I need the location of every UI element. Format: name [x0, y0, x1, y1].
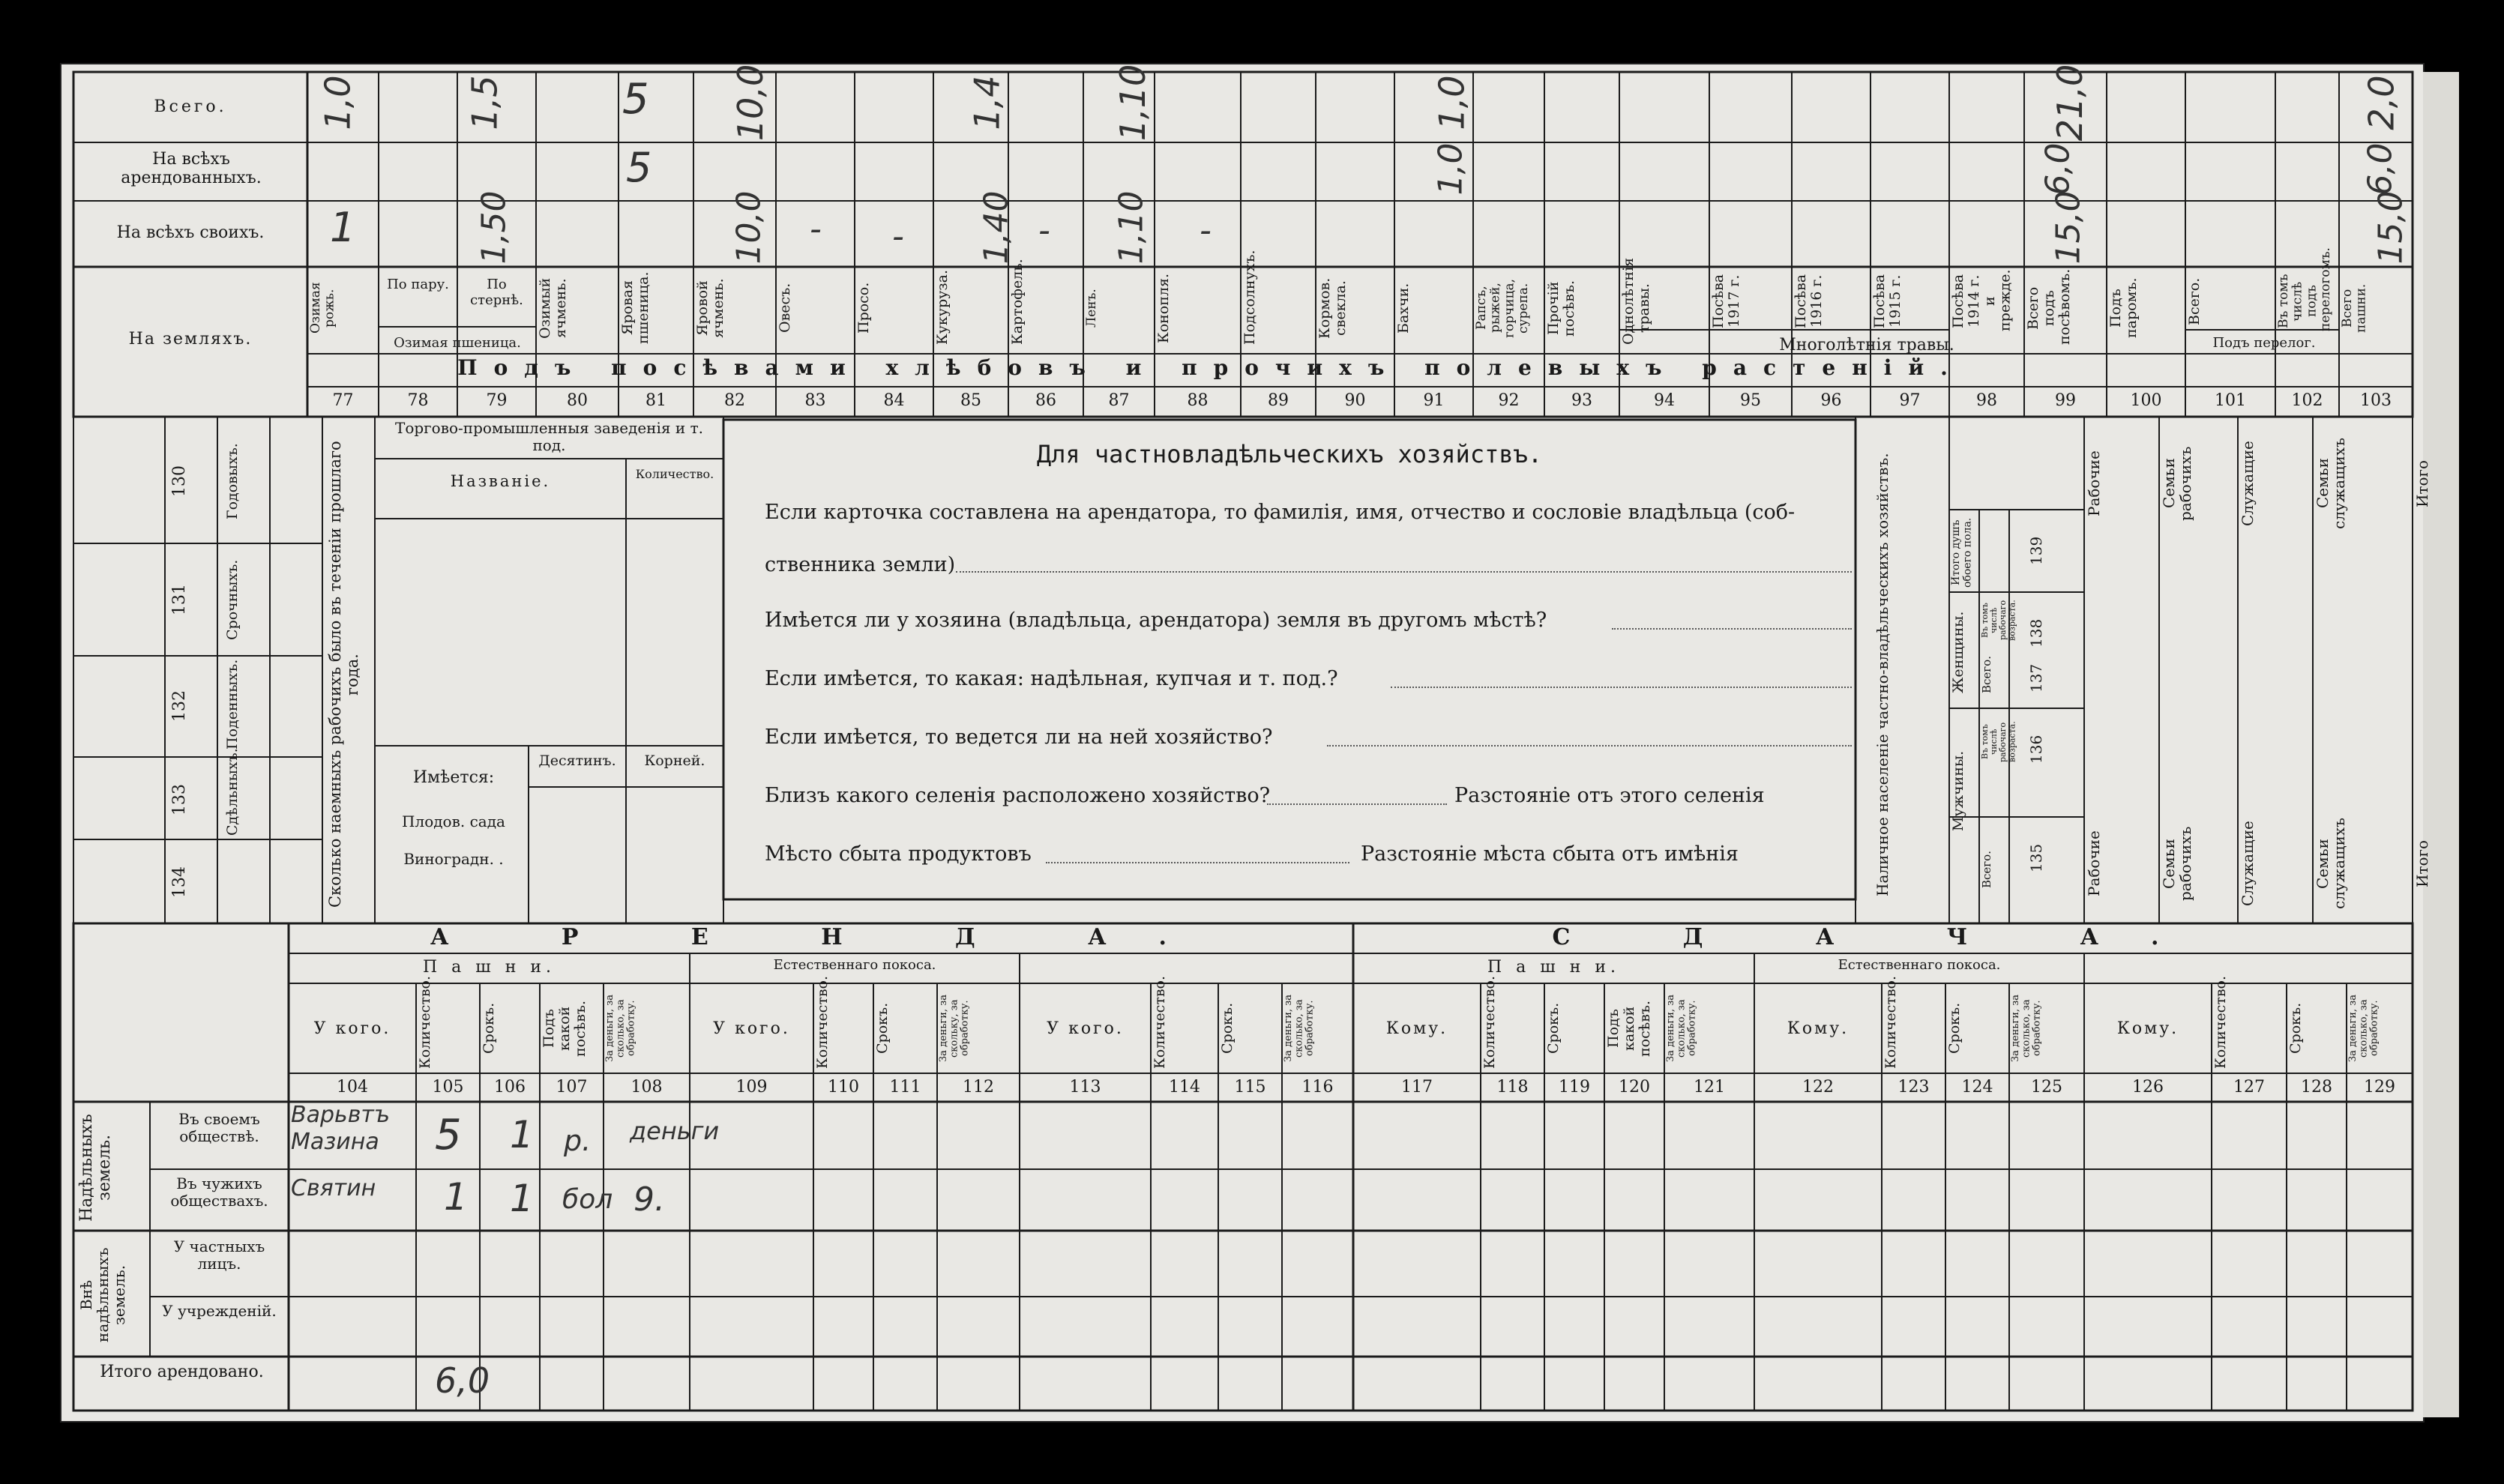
bottom-col-label-128: Срокъ. — [2287, 1002, 2304, 1055]
top-col-label-96: Посѣва 1916 г. — [1793, 274, 1825, 329]
top-col-label-101: Всего. — [2186, 277, 2203, 325]
bottom-col-label-110: Количество. — [814, 975, 831, 1069]
bottom-col-label-119: Срокъ. — [1545, 1002, 1562, 1055]
top-col-label-85: Кукуруза. — [934, 269, 951, 345]
row-label-itogo: Итого арендовано. — [100, 1363, 264, 1381]
bottom-col-number-127: 127 — [2233, 1078, 2265, 1097]
private-farms-title: Для частновладѣльческихъ хозяйствъ. — [1036, 440, 1543, 468]
men-label: Мужчины. — [1950, 750, 1966, 831]
men-worker-age: Въ томъ числѣ рабочаго возраста. — [1980, 721, 2017, 763]
top-col-number-83: 83 — [804, 391, 826, 410]
top-col-number-97: 97 — [1899, 391, 1921, 410]
top-col-number-89: 89 — [1268, 391, 1289, 410]
top-col-number-84: 84 — [883, 391, 905, 410]
hw-pay-1: деньги — [630, 1117, 720, 1145]
hw-crop-2: бол — [562, 1184, 613, 1215]
top-col-number-82: 82 — [724, 391, 745, 410]
bottom-col-number-106: 106 — [494, 1078, 526, 1097]
hw-own-79: 1,50 — [475, 190, 514, 265]
top-col-number-90: 90 — [1344, 391, 1366, 410]
pop-col-number-135: 135 — [2027, 843, 2045, 873]
group-label-grass: Многолѣтнія травы. — [1779, 336, 1954, 355]
private-q-owner: Если карточка составлена на арендатора, то фамилія, имя, отчество и сословіе владѣльца (соб- — [765, 501, 1796, 524]
top-col-number-79: 79 — [486, 391, 508, 410]
bottom-col-number-125: 125 — [2031, 1078, 2062, 1097]
hw-own-83: - — [810, 210, 822, 248]
garden-label: Плодов. сада — [402, 812, 505, 830]
private-answer-line-3 — [1391, 687, 1852, 688]
bottom-col-label-117: Кому. — [1385, 1019, 1448, 1038]
bottom-col-number-129: 129 — [2364, 1078, 2395, 1097]
group-label-fallow: Подъ перелог. — [2212, 335, 2316, 351]
bottom-col-number-105: 105 — [432, 1078, 464, 1097]
private-q-market-distance: Разстояніе мѣста сбыта отъ имѣнія — [1361, 842, 1739, 866]
bottom-col-number-120: 120 — [1619, 1078, 1650, 1097]
imeetsya-label: Имѣется: — [412, 768, 495, 787]
hw-total-85: 1,4 — [966, 75, 1008, 130]
hw-total-rented: 6,0 — [435, 1360, 490, 1401]
col-label-godovyh: Годовыхъ. — [224, 443, 241, 520]
top-col-number-100: 100 — [2130, 391, 2162, 410]
bottom-col-label-123: Количество. — [1882, 975, 1899, 1069]
hw-total-77: 1,0 — [317, 75, 358, 130]
group-label-wheat: Озимая пшеница. — [394, 335, 521, 351]
right-col-top-1: Семьи рабочихъ — [2160, 446, 2194, 521]
bottom-col-label-115: Срокъ. — [1219, 1002, 1236, 1055]
private-q-farming: Если имѣется, то ведется ли на ней хозяйство? — [765, 726, 1273, 749]
hired-col-number-133: 133 — [170, 784, 189, 816]
top-col-label-81: Яровая пшеница. — [619, 271, 651, 345]
hw-own-84: - — [892, 217, 904, 256]
hw-own-99: 15,0 — [2049, 190, 2088, 265]
top-col-label-97: Посѣва 1915 г. — [1871, 274, 1903, 329]
bottom-col-label-126: Кому. — [2116, 1019, 2179, 1038]
top-col-label-78: По пару. — [387, 277, 449, 292]
private-answer-line-1 — [956, 571, 1852, 573]
top-col-label-98: Посѣва 1914 г. и прежде. — [1950, 269, 2014, 331]
private-q-village: Близъ какого селенія расположено хозяйство? — [765, 784, 1271, 807]
hw-pay-2: 9. — [633, 1180, 665, 1219]
hw-term-1: 1 — [510, 1113, 534, 1156]
hired-col-number-132: 132 — [170, 690, 189, 723]
top-col-label-77: Озимая рожь. — [308, 282, 337, 334]
bottom-col-label-124: Срокъ. — [1946, 1002, 1963, 1055]
top-col-number-99: 99 — [2055, 391, 2076, 410]
top-col-number-94: 94 — [1654, 391, 1675, 410]
hw-total-91: 1,0 — [1431, 75, 1472, 130]
pop-col-number-137: 137 — [2027, 663, 2045, 693]
top-col-number-78: 78 — [407, 391, 429, 410]
private-answer-line-4 — [1327, 745, 1852, 746]
top-col-number-103: 103 — [2360, 391, 2392, 410]
bottom-col-number-118: 118 — [1496, 1078, 1529, 1097]
top-col-number-86: 86 — [1035, 391, 1056, 410]
desyatin-header: Десятинъ. — [538, 752, 616, 769]
top-col-number-81: 81 — [645, 391, 666, 410]
private-q-land-type: Если имѣется, то какая: надѣльная, купчая и т. под.? — [765, 667, 1338, 690]
hw-own-77: 1 — [330, 204, 356, 251]
bottom-col-number-104: 104 — [337, 1078, 368, 1097]
top-col-label-84: Просо. — [855, 282, 872, 334]
right-col-bottom-0: Рабочие — [2085, 830, 2103, 897]
hw-total-103: 2,0 — [2361, 75, 2402, 130]
bottom-col-number-123: 123 — [1897, 1078, 1930, 1097]
private-q-village-distance: Разстояніе отъ этого селенія — [1454, 784, 1765, 807]
pop-col-number-138: 138 — [2027, 618, 2045, 648]
bottom-col-label-109: У кого. — [713, 1019, 790, 1038]
bottom-col-label-105: Количество. — [417, 975, 433, 1069]
sdacha-pokos: Естественнаго покоса. — [1838, 957, 2001, 973]
hw-total-79: 1,5 — [464, 75, 505, 130]
trade-qty-header: Количество. — [635, 467, 714, 481]
bottom-col-number-110: 110 — [828, 1078, 859, 1097]
bottom-col-label-107: Подъ какой посѣвъ. — [541, 1000, 589, 1057]
top-col-label-86: Картофель. — [1009, 259, 1026, 345]
bottom-col-number-114: 114 — [1169, 1078, 1200, 1097]
hw-crop-1: р. — [564, 1124, 592, 1157]
hired-col-number-134: 134 — [170, 866, 189, 899]
hw-total-82: 10,0 — [730, 64, 771, 142]
row-label-uchr: У учрежденій. — [162, 1302, 277, 1320]
bottom-col-label-106: Срокъ. — [481, 1002, 497, 1055]
bottom-col-number-117: 117 — [1401, 1078, 1433, 1097]
bottom-col-label-125: За деньги, за сколько, за обработку. — [2010, 995, 2043, 1063]
top-col-label-93: Прочій посѣвъ. — [1545, 280, 1577, 337]
bottom-col-label-121: За деньги, за сколько, за обработку. — [1665, 995, 1698, 1063]
bottom-col-number-113: 113 — [1069, 1078, 1101, 1097]
right-col-bottom-3: Семьи служащихъ — [2314, 818, 2348, 910]
top-col-label-91: Бахчи. — [1395, 283, 1412, 334]
right-col-bottom-2: Служащие — [2239, 821, 2257, 907]
bottom-col-number-108: 108 — [630, 1078, 663, 1097]
private-q-other-land: Имѣется ли у хозяина (владѣльца, арендатора) земля въ другомъ мѣстѣ? — [765, 609, 1547, 632]
row-label-zemli: На земляхъ. — [128, 330, 253, 349]
bottom-col-number-124: 124 — [1961, 1078, 1993, 1097]
private-q-owner-cont: ственника земли) — [765, 553, 956, 576]
nadel-group-label: Надѣльныхъ земель. — [77, 1114, 115, 1222]
top-col-number-88: 88 — [1187, 391, 1209, 410]
sdacha-title: С Д А Ч А. — [1552, 924, 2212, 950]
row-label-svoem: Въ своемъ обществѣ. — [178, 1110, 260, 1145]
private-answer-line-6 — [1046, 862, 1349, 863]
top-col-number-98: 98 — [1976, 391, 1997, 410]
bottom-col-number-121: 121 — [1694, 1078, 1725, 1097]
private-answer-line-5 — [1267, 803, 1447, 805]
hired-col-number-130: 130 — [170, 465, 189, 498]
top-col-label-92: Рапсъ, рыжей, горчица, сурепа. — [1474, 278, 1532, 338]
hw-arend-99: 6,0 — [2038, 142, 2077, 196]
arenda-pashni: П а ш н и. — [422, 958, 556, 977]
right-col-top-0: Рабочие — [2085, 450, 2103, 516]
top-col-label-100: Подъ паромъ. — [2107, 277, 2140, 339]
trade-name-header: Названіе. — [450, 472, 551, 490]
top-col-label-94: Однолѣтнія травы. — [1620, 257, 1652, 345]
hw-own-85: 1,40 — [977, 190, 1016, 265]
arenda-pokos: Естественнаго покоса. — [773, 957, 936, 973]
row-label-chuzh: Въ чужихъ обществахъ. — [170, 1174, 268, 1210]
bottom-col-label-114: Количество. — [1152, 975, 1168, 1069]
row-label-vsego: Всего. — [154, 97, 227, 116]
col-label-sdelnyh: Сдѣльныхъ. — [224, 748, 241, 836]
top-col-label-79: По стернѣ. — [470, 277, 523, 308]
hw-qty-1: 5 — [435, 1111, 462, 1159]
hw-term-2: 1 — [510, 1177, 534, 1220]
row-label-chast: У частныхъ лицъ. — [173, 1237, 265, 1273]
right-col-bottom-4: Итого — [2413, 839, 2431, 888]
bottom-col-number-115: 115 — [1234, 1078, 1266, 1097]
top-col-label-88: Конопля. — [1155, 273, 1172, 343]
bottom-col-label-120: Подъ какой посѣвъ. — [1605, 1000, 1653, 1057]
women-label: Женщины. — [1950, 611, 1966, 693]
hired-col-number-131: 131 — [170, 584, 189, 615]
hw-own-88: - — [1200, 211, 1212, 250]
top-col-label-80: Озимый ячмень. — [537, 277, 569, 339]
bottom-col-number-112: 112 — [963, 1078, 994, 1097]
top-col-label-90: Кормов. свекла. — [1316, 277, 1349, 339]
private-q-market: Мѣсто сбыта продуктовъ — [765, 842, 1032, 866]
top-col-label-87: Ленъ. — [1084, 289, 1099, 328]
hw-own-82: 10,0 — [729, 190, 768, 265]
top-col-number-95: 95 — [1740, 391, 1761, 410]
hw-qty-2: 1 — [444, 1175, 468, 1219]
bottom-col-label-112: За деньги, за скольку, за обработку. — [938, 995, 971, 1063]
vineyard-label: Виноградн. . — [403, 850, 504, 868]
right-col-bottom-1: Семьи рабочихъ — [2160, 826, 2194, 902]
top-col-number-77: 77 — [332, 391, 354, 410]
top-col-label-99: Всего подъ посѣвомъ. — [2025, 268, 2073, 345]
top-col-label-89: Подсолнухъ. — [1242, 250, 1258, 345]
bottom-col-label-116: За деньги, за сколько, за обработку. — [1283, 995, 1316, 1063]
bottom-col-label-118: Количество. — [1481, 975, 1498, 1069]
row-label-svoih: На всѣхъ своихъ. — [116, 223, 265, 242]
pop-col-number-136: 136 — [2027, 735, 2045, 764]
men-vsego-label: Всего. — [1980, 851, 1993, 888]
col-label-podennyh: Поденныхъ. — [224, 659, 241, 749]
hw-renter-2: Святин — [291, 1175, 376, 1201]
bottom-col-number-109: 109 — [735, 1078, 768, 1097]
top-col-label-83: Овесъ. — [777, 283, 793, 334]
bottom-col-number-126: 126 — [2132, 1078, 2164, 1097]
pop-col-number-139: 139 — [2027, 536, 2045, 566]
korney-header: Корней. — [644, 752, 705, 769]
women-vsego-label: Всего. — [1980, 656, 1993, 693]
hw-total-87: 1,10 — [1113, 64, 1154, 142]
population-title: Наличное населеніе частно-владѣльческихъ хозяйствъ. — [1874, 453, 1891, 896]
bottom-col-number-107: 107 — [556, 1078, 588, 1097]
bottom-col-number-128: 128 — [2301, 1078, 2332, 1097]
sowing-band-title: Подъ посѣвами хлѣбовъ и прочихъ полевыхъ растеній. — [457, 356, 1964, 380]
hw-own-103: 15,0 — [2371, 190, 2410, 265]
bottom-col-label-122: Кому. — [1787, 1019, 1850, 1038]
bottom-col-label-104: У кого. — [313, 1019, 391, 1038]
top-col-label-82: Яровой ячмень. — [694, 278, 726, 338]
top-col-number-80: 80 — [567, 391, 588, 410]
bottom-col-number-119: 119 — [1559, 1078, 1590, 1097]
bottom-col-label-108: За деньги, за сколько, за обработку. — [604, 995, 637, 1063]
trade-section-title: Торгово-промышленныя заведенія и т. под. — [395, 419, 703, 454]
top-col-number-85: 85 — [960, 391, 981, 410]
bottom-col-number-111: 111 — [889, 1078, 921, 1097]
bottom-col-label-129: За деньги, за сколько, за обработку. — [2347, 995, 2380, 1063]
hw-arend-103: 6,0 — [2361, 142, 2400, 196]
bottom-col-label-113: У кого. — [1047, 1019, 1124, 1038]
hw-own-86: - — [1038, 211, 1050, 250]
hw-total-99: 21,0 — [2050, 64, 2091, 142]
hw-arend-91: 1,0 — [1431, 142, 1470, 196]
private-answer-line-2 — [1612, 628, 1852, 630]
top-col-number-102: 102 — [2291, 391, 2323, 410]
bottom-col-label-111: Срокъ. — [874, 1002, 891, 1055]
top-col-number-92: 92 — [1498, 391, 1520, 410]
top-col-label-102: Въ томъ числѣ подъ перелогомъ. — [2276, 247, 2334, 331]
bottom-col-number-116: 116 — [1301, 1078, 1334, 1097]
top-col-number-101: 101 — [2215, 391, 2246, 410]
col-label-srochnyh: Срочныхъ. — [224, 559, 241, 640]
sdacha-pashni: П а ш н и. — [1487, 958, 1621, 977]
top-col-number-96: 96 — [1820, 391, 1842, 410]
bottom-col-label-127: Количество. — [2212, 975, 2229, 1069]
hw-own-87: 1,10 — [1112, 190, 1151, 265]
top-col-number-93: 93 — [1571, 391, 1592, 410]
arenda-title: А Р Е Н Д А. — [430, 924, 1219, 950]
vnenadel-group-label: Внѣ надѣльныхъ земель. — [77, 1247, 128, 1342]
hw-arend-81: 5 — [626, 144, 652, 191]
bottom-col-number-122: 122 — [1802, 1078, 1834, 1097]
right-col-top-4: Итого — [2413, 459, 2431, 507]
right-col-top-3: Семьи служащихъ — [2314, 438, 2348, 529]
top-col-label-103: Всего пашни. — [2340, 283, 2369, 333]
hw-total-81: 5 — [622, 75, 649, 124]
row-label-arend: На всѣхъ арендованныхъ. — [121, 150, 262, 188]
hw-renter-1: Варьвтъ Мазина — [291, 1102, 391, 1155]
top-col-label-95: Посѣва 1917 г. — [1710, 274, 1742, 329]
top-col-number-87: 87 — [1108, 391, 1130, 410]
women-worker-age: Въ томъ числѣ рабочаго возраста. — [1980, 600, 2017, 641]
hired-workers-title: Сколько наемныхъ рабочихъ было въ теченіи прошлаго года. — [326, 441, 362, 908]
right-col-top-2: Служащие — [2239, 441, 2257, 526]
top-col-number-91: 91 — [1423, 391, 1445, 410]
pop-itogo-label: Итого душъ обоего пола. — [1950, 517, 1974, 588]
